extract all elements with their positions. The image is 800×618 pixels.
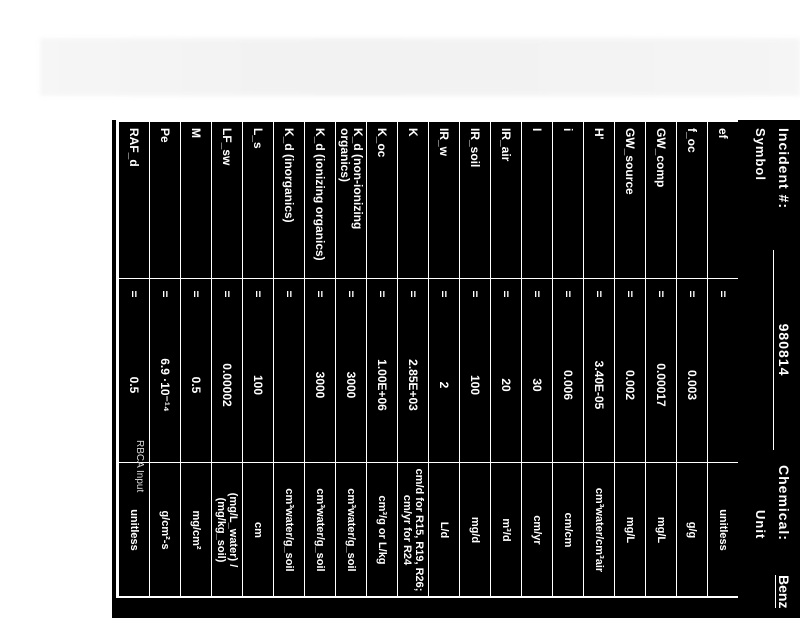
rotated-table-panel	[112, 120, 800, 618]
column-divider	[553, 278, 583, 279]
symbol-cell: K_d (ionizing organics)	[313, 128, 328, 261]
equals-cell: =	[406, 290, 420, 298]
table-row	[490, 122, 521, 596]
table-row	[211, 122, 242, 596]
symbol-cell: IR_soil	[468, 128, 483, 168]
column-divider	[584, 462, 614, 463]
table-row	[180, 122, 211, 596]
column-divider	[274, 462, 304, 463]
scan-artifact	[40, 38, 800, 96]
equals-cell: =	[158, 290, 172, 298]
symbol-cell: LF_sw	[220, 128, 235, 166]
table-row	[552, 122, 583, 596]
rotated-content	[112, 120, 800, 618]
column-divider	[243, 462, 273, 463]
symbol-cell: K	[406, 128, 421, 137]
column-divider	[243, 278, 273, 279]
value-cell: 0.5	[189, 376, 203, 394]
equals-cell: =	[499, 290, 513, 298]
table-row	[645, 122, 676, 596]
footer-label: RBCA Input	[134, 440, 145, 493]
symbol-column-header: Symbol	[753, 128, 768, 181]
chemical-value: Benz	[776, 575, 792, 609]
symbol-cell: f_oc	[685, 128, 700, 153]
unit-cell: cm³water/g_soil	[345, 488, 357, 572]
column-divider	[305, 278, 335, 279]
column-divider	[460, 462, 490, 463]
column-divider	[491, 462, 521, 463]
symbol-cell: i	[561, 128, 576, 132]
unit-cell: mg/cm²	[190, 510, 202, 550]
column-divider	[336, 278, 366, 279]
column-divider	[615, 278, 645, 279]
equals-cell: =	[592, 290, 606, 298]
table-row	[304, 122, 335, 596]
unit-cell: mg/d	[469, 516, 481, 544]
column-divider	[398, 462, 428, 463]
symbol-cell: GW_source	[623, 128, 638, 195]
table-row	[707, 122, 738, 596]
unit-cell: cm³/g or L/kg	[376, 495, 388, 565]
symbol-cell: L_s	[251, 128, 266, 149]
equals-cell: =	[127, 290, 141, 298]
symbol-cell: IR_air	[499, 128, 514, 162]
unit-cell: mg/L	[624, 516, 636, 544]
symbol-cell: Pe	[158, 128, 173, 143]
parameter-table	[116, 120, 738, 598]
value-cell	[708, 310, 738, 460]
symbol-cell: H'	[592, 128, 607, 140]
column-divider	[677, 462, 707, 463]
value-cell: 0.00017	[654, 363, 668, 407]
symbol-cell: GW_comp	[654, 128, 669, 188]
table-row	[583, 122, 614, 596]
column-divider	[615, 462, 645, 463]
unit-cell: g/g	[686, 521, 698, 539]
column-divider	[522, 462, 552, 463]
column-divider	[429, 278, 459, 279]
equals-cell: =	[344, 290, 358, 298]
unit-cell: cm	[252, 522, 264, 538]
value-cell: 100	[468, 374, 482, 396]
value-cell: 0.006	[561, 369, 575, 401]
chemical-label: Chemical:	[776, 465, 792, 541]
equals-cell: =	[313, 290, 327, 298]
column-divider	[491, 278, 521, 279]
symbol-cell: RAF_d	[127, 128, 142, 167]
unit-cell: mg/L	[655, 516, 667, 544]
unit-cell: cm³water/g_soil	[283, 488, 295, 572]
unit-cell: cm/cm	[562, 512, 574, 548]
column-divider	[646, 462, 676, 463]
unit-cell: (mg/L_water) / (mg/kg_soil)	[215, 492, 239, 568]
column-divider	[708, 462, 738, 463]
symbol-cell: ef	[716, 128, 731, 139]
value-cell: 1.00E+06	[375, 359, 389, 411]
table-row	[335, 122, 366, 596]
column-divider	[367, 462, 397, 463]
value-cell: 20	[499, 378, 513, 392]
column-divider	[429, 462, 459, 463]
unit-cell: unitless	[128, 509, 140, 551]
value-cell	[274, 310, 304, 460]
unit-cell: L/d	[438, 521, 450, 539]
unit-cell: m³/d	[500, 518, 512, 542]
table-row	[459, 122, 490, 596]
column-divider	[677, 278, 707, 279]
symbol-cell: M	[189, 128, 204, 138]
incident-label: Incident #:	[776, 128, 792, 210]
value-cell: 3000	[344, 371, 358, 399]
column-divider	[398, 278, 428, 279]
value-cell: 6.9 ·10⁻¹⁴	[158, 358, 172, 412]
incident-value: 980814	[773, 250, 792, 450]
value-cell: 0.5	[127, 376, 141, 394]
value-cell: 0.00002	[220, 363, 234, 407]
equals-cell: =	[220, 290, 234, 298]
equals-cell: =	[282, 290, 296, 298]
column-divider	[274, 278, 304, 279]
column-divider	[646, 278, 676, 279]
equals-cell: =	[685, 290, 699, 298]
symbol-cell: K_d (inorganics)	[282, 128, 297, 223]
symbol-cell: K_d (non-ionizing organics)	[338, 128, 365, 230]
column-divider	[181, 462, 211, 463]
value-cell: 30	[530, 378, 544, 392]
column-divider	[367, 278, 397, 279]
symbol-cell: IR_w	[437, 128, 452, 157]
table-row	[366, 122, 397, 596]
column-divider	[212, 462, 242, 463]
column-divider	[150, 278, 180, 279]
equals-cell: =	[530, 290, 544, 298]
column-divider	[460, 278, 490, 279]
table-row	[397, 122, 428, 596]
column-divider	[305, 462, 335, 463]
symbol-cell: K_oc	[375, 128, 390, 158]
value-cell: 100	[251, 374, 265, 396]
equals-cell: =	[375, 290, 389, 298]
column-divider	[522, 278, 552, 279]
value-cell: 0.002	[623, 369, 637, 401]
value-cell: 2	[437, 381, 451, 389]
table-row	[676, 122, 707, 596]
column-divider	[336, 462, 366, 463]
column-divider	[181, 278, 211, 279]
equals-cell: =	[251, 290, 265, 298]
value-cell: 2.85E+03	[406, 359, 420, 411]
unit-cell: cm/d for R15, R19, R26; cm/yr for R24	[401, 468, 425, 592]
column-divider	[119, 278, 149, 279]
table-row	[428, 122, 459, 596]
unit-cell: g/cm²-s	[159, 510, 171, 550]
table-row	[118, 122, 149, 596]
equals-cell: =	[189, 290, 203, 298]
table-row	[149, 122, 180, 596]
equals-cell: =	[654, 290, 668, 298]
unit-column-header: Unit	[753, 510, 768, 540]
equals-cell: =	[623, 290, 637, 298]
column-divider	[708, 278, 738, 279]
unit-cell: cm³water/cm³air	[593, 487, 605, 573]
symbol-cell: I	[530, 128, 545, 132]
column-divider	[212, 278, 242, 279]
table-row	[273, 122, 304, 596]
table-row	[614, 122, 645, 596]
column-divider	[553, 462, 583, 463]
equals-cell: =	[561, 290, 575, 298]
value-cell: 3000	[313, 371, 327, 399]
table-row	[521, 122, 552, 596]
value-cell: 3.40E-05	[592, 360, 606, 410]
table-row	[242, 122, 273, 596]
column-divider	[584, 278, 614, 279]
value-cell: 0.003	[685, 369, 699, 401]
column-divider	[150, 462, 180, 463]
equals-cell: =	[437, 290, 451, 298]
equals-cell: =	[468, 290, 482, 298]
unit-cell: cm³water/g_soil	[314, 488, 326, 572]
unit-cell: cm/yr	[531, 515, 543, 545]
equals-cell: =	[716, 290, 730, 298]
unit-cell: unitless	[717, 509, 729, 551]
